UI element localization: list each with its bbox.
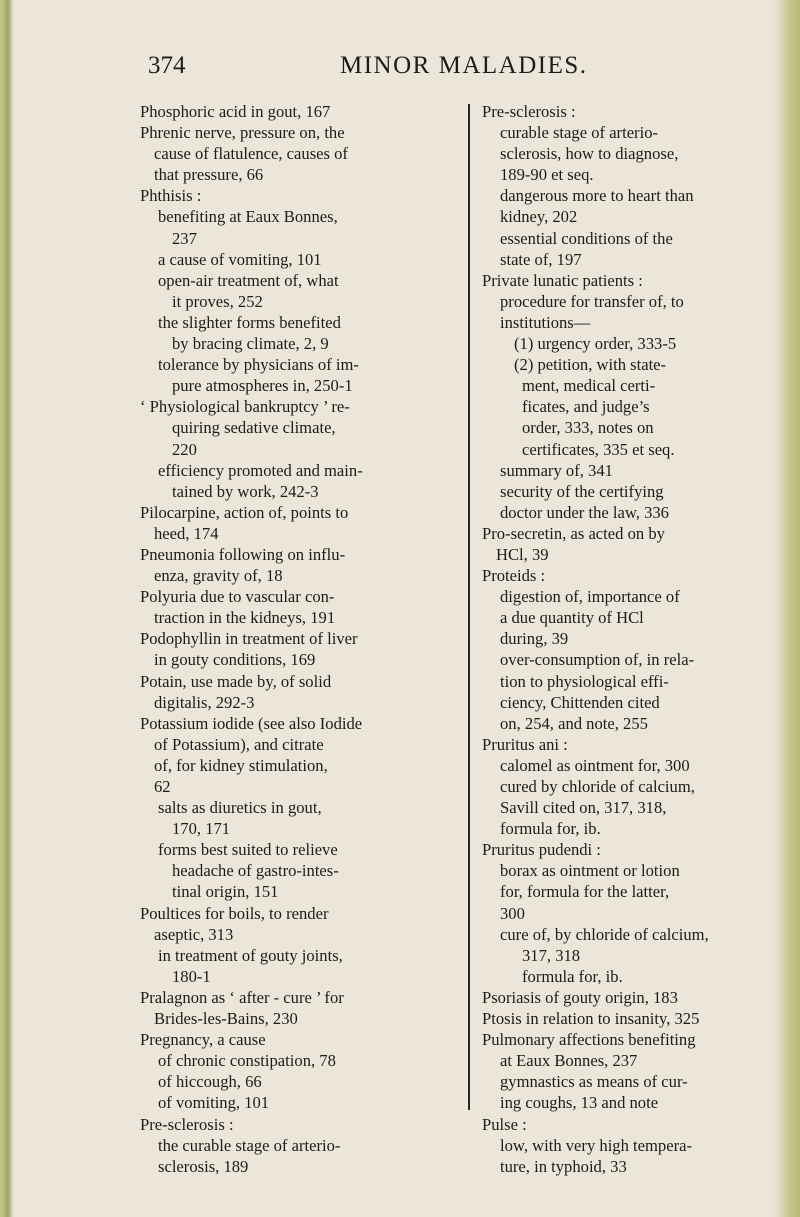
index-entry: Phosphoric acid in gout, 167 — [140, 102, 331, 121]
index-subentry-line: in treatment of gouty joints, — [158, 945, 343, 965]
index-subentry-line: enza, gravity of, 18 — [154, 566, 283, 586]
index-subentry-line: on, 254, and note, 255 — [500, 713, 648, 733]
index-entry: Pre-sclerosis : — [482, 102, 576, 121]
index-subentry-line: gymnastics as means of cur- — [500, 1072, 688, 1092]
index-subentry-line: of chronic constipation, 78 — [158, 1051, 336, 1071]
index-subentry-line: of vomiting, 101 — [158, 1093, 270, 1113]
index-subentry-line: sclerosis, 189 — [158, 1156, 249, 1176]
index-subentry-line: 317, 318 — [522, 945, 581, 965]
index-subentry-line: of Potassium), and citrate — [154, 734, 324, 754]
index-subentry-line: a due quantity of HCl — [500, 608, 644, 628]
index-subentry-line: pure atmospheres in, 250-1 — [172, 376, 353, 396]
index-entry: Pilocarpine, action of, points to — [140, 502, 349, 522]
index-subentry-line: quiring sedative climate, — [172, 418, 336, 438]
index-subentry-line: of, for kidney stimulation, — [154, 755, 328, 775]
index-subentry-line: by bracing climate, 2, 9 — [172, 334, 329, 354]
index-entry: Podophyllin in treatment of liver — [140, 629, 358, 649]
index-subentry-line: headache of gastro-intes- — [172, 861, 339, 881]
index-subentry-line: dangerous more to heart than — [500, 186, 694, 206]
index-subentry-line: institutions— — [500, 312, 591, 332]
index-subentry-line: sclerosis, how to diagnose, — [500, 144, 679, 164]
index-subentry-line: open-air treatment of, what — [158, 270, 339, 290]
page-number: 374 — [148, 52, 186, 79]
column-divider — [468, 104, 470, 1110]
index-subentry-line: tained by work, 242-3 — [172, 481, 319, 501]
index-entry: Phrenic nerve, pressure on, the — [140, 123, 345, 143]
index-subentry-line: ture, in typhoid, 33 — [500, 1156, 627, 1176]
index-subentry-line: kidney, 202 — [500, 207, 578, 227]
index-subentry-line: calomel as ointment for, 300 — [500, 755, 690, 775]
index-entry: Phthisis : — [140, 186, 202, 206]
index-entry: Pruritus pudendi : — [482, 840, 601, 860]
index-subentry-line: state of, 197 — [500, 249, 582, 269]
index-column-left — [140, 101, 455, 1177]
index-subentry-line: procedure for transfer of, to — [500, 291, 684, 311]
index-subentry-line: for, formula for the latter, — [500, 882, 670, 902]
index-entry: Pregnancy, a cause — [140, 1030, 266, 1050]
index-subentry-line: Savill cited on, 317, 318, — [500, 798, 667, 818]
index-subentry-line: formula for, ib. — [500, 819, 601, 839]
index-subentry-line: traction in the kidneys, 191 — [154, 608, 336, 628]
index-subentry-line: 300 — [500, 903, 525, 923]
index-subentry-line: borax as ointment or lotion — [500, 861, 680, 881]
index-entry: Pulmonary affections benefiting — [482, 1030, 696, 1050]
index-entry: Potassium iodide (see also Iodide — [140, 713, 363, 733]
index-subentry-line: tolerance by physicians of im- — [158, 355, 359, 375]
index-entry: Psoriasis of gouty origin, 183 — [482, 987, 678, 1007]
running-title: MINOR MALADIES. — [340, 52, 588, 79]
index-entry: Proteids : — [482, 566, 546, 586]
index-entry: Ptosis in relation to insanity, 325 — [482, 1009, 700, 1029]
index-subentry-line: that pressure, 66 — [154, 165, 264, 185]
index-subentry-line: ciency, Chittenden cited — [500, 692, 660, 712]
index-subentry-line: cured by chloride of calcium, — [500, 777, 695, 796]
index-subentry-line: ing coughs, 13 and note — [500, 1093, 659, 1113]
index-subentry-line: tinal origin, 151 — [172, 882, 279, 902]
page-header — [148, 52, 668, 86]
index-entry: Pruritus ani : — [482, 734, 568, 754]
index-subentry-line: (2) petition, with state- — [514, 355, 667, 375]
index-entry: Pre-sclerosis : — [140, 1114, 234, 1134]
index-subentry-line: doctor under the law, 336 — [500, 502, 669, 522]
index-subentry-line: HCl, 39 — [496, 544, 549, 564]
index-subentry-line: summary of, 341 — [500, 460, 613, 480]
index-subentry-line: benefiting at Eaux Bonnes, — [158, 207, 338, 227]
index-entry: Potain, use made by, of solid — [140, 671, 332, 691]
index-subentry-line: in gouty conditions, 169 — [154, 650, 316, 670]
index-subentry-line: ment, medical certi- — [522, 376, 656, 396]
index-subentry-line: at Eaux Bonnes, 237 — [500, 1051, 638, 1071]
index-column-right — [482, 101, 782, 1177]
index-subentry-line: cure of, by chloride of calcium, — [500, 924, 709, 944]
index-subentry-line: 170, 171 — [172, 819, 231, 839]
index-entry: Polyuria due to vascular con- — [140, 587, 335, 607]
index-entry: Pulse : — [482, 1114, 527, 1134]
index-entry: Pro-secretin, as acted on by — [482, 523, 665, 543]
index-subentry-line: it proves, 252 — [172, 291, 263, 311]
index-entry: Pralagnon as ‘ after - cure ’ for — [140, 987, 344, 1007]
index-subentry-line: 62 — [154, 777, 171, 796]
index-subentry-line: digestion of, importance of — [500, 587, 680, 607]
index-subentry-line: heed, 174 — [154, 523, 219, 543]
index-subentry-line: formula for, ib. — [522, 966, 623, 986]
index-subentry-line: 180-1 — [172, 966, 211, 986]
index-subentry-line: order, 333, notes on — [522, 418, 654, 438]
index-subentry-line: during, 39 — [500, 629, 569, 649]
index-subentry-line: ficates, and judge’s — [522, 397, 650, 417]
index-subentry-line: 189-90 et seq. — [500, 165, 594, 185]
index-subentry-line: 237 — [172, 228, 197, 248]
index-subentry-line: salts as diuretics in gout, — [158, 798, 322, 818]
index-subentry-line: Brides-les-Bains, 230 — [154, 1009, 298, 1029]
index-subentry-line: a cause of vomiting, 101 — [158, 249, 322, 269]
index-subentry-line: cause of flatulence, causes of — [154, 144, 348, 164]
index-subentry-line: essential conditions of the — [500, 228, 673, 248]
index-subentry-line: the slighter forms benefited — [158, 312, 341, 332]
index-subentry-line: forms best suited to relieve — [158, 840, 338, 860]
index-subentry-line: of hiccough, 66 — [158, 1072, 262, 1092]
index-subentry-line: curable stage of arterio- — [500, 123, 659, 143]
index-subentry-line: security of the certifying — [500, 481, 664, 501]
index-subentry-line: aseptic, 313 — [154, 924, 234, 944]
page-edge-left — [0, 0, 14, 1217]
index-subentry-line: (1) urgency order, 333-5 — [514, 334, 677, 354]
index-subentry-line: certificates, 335 et seq. — [522, 439, 675, 459]
index-subentry-line: the curable stage of arterio- — [158, 1135, 341, 1155]
index-subentry-line: over-consumption of, in rela- — [500, 650, 695, 670]
index-entry: Poultices for boils, to render — [140, 903, 329, 923]
index-entry: Pneumonia following on influ- — [140, 544, 346, 564]
index-entry: ‘ Physiological bankruptcy ’ re- — [140, 397, 350, 417]
index-entry: Private lunatic patients : — [482, 270, 643, 290]
index-subentry-line: efficiency promoted and main- — [158, 460, 363, 480]
index-subentry-line: digitalis, 292-3 — [154, 692, 255, 712]
index-subentry-line: 220 — [172, 439, 197, 459]
index-subentry-line: low, with very high tempera- — [500, 1135, 693, 1155]
index-subentry-line: tion to physiological effi- — [500, 671, 669, 691]
